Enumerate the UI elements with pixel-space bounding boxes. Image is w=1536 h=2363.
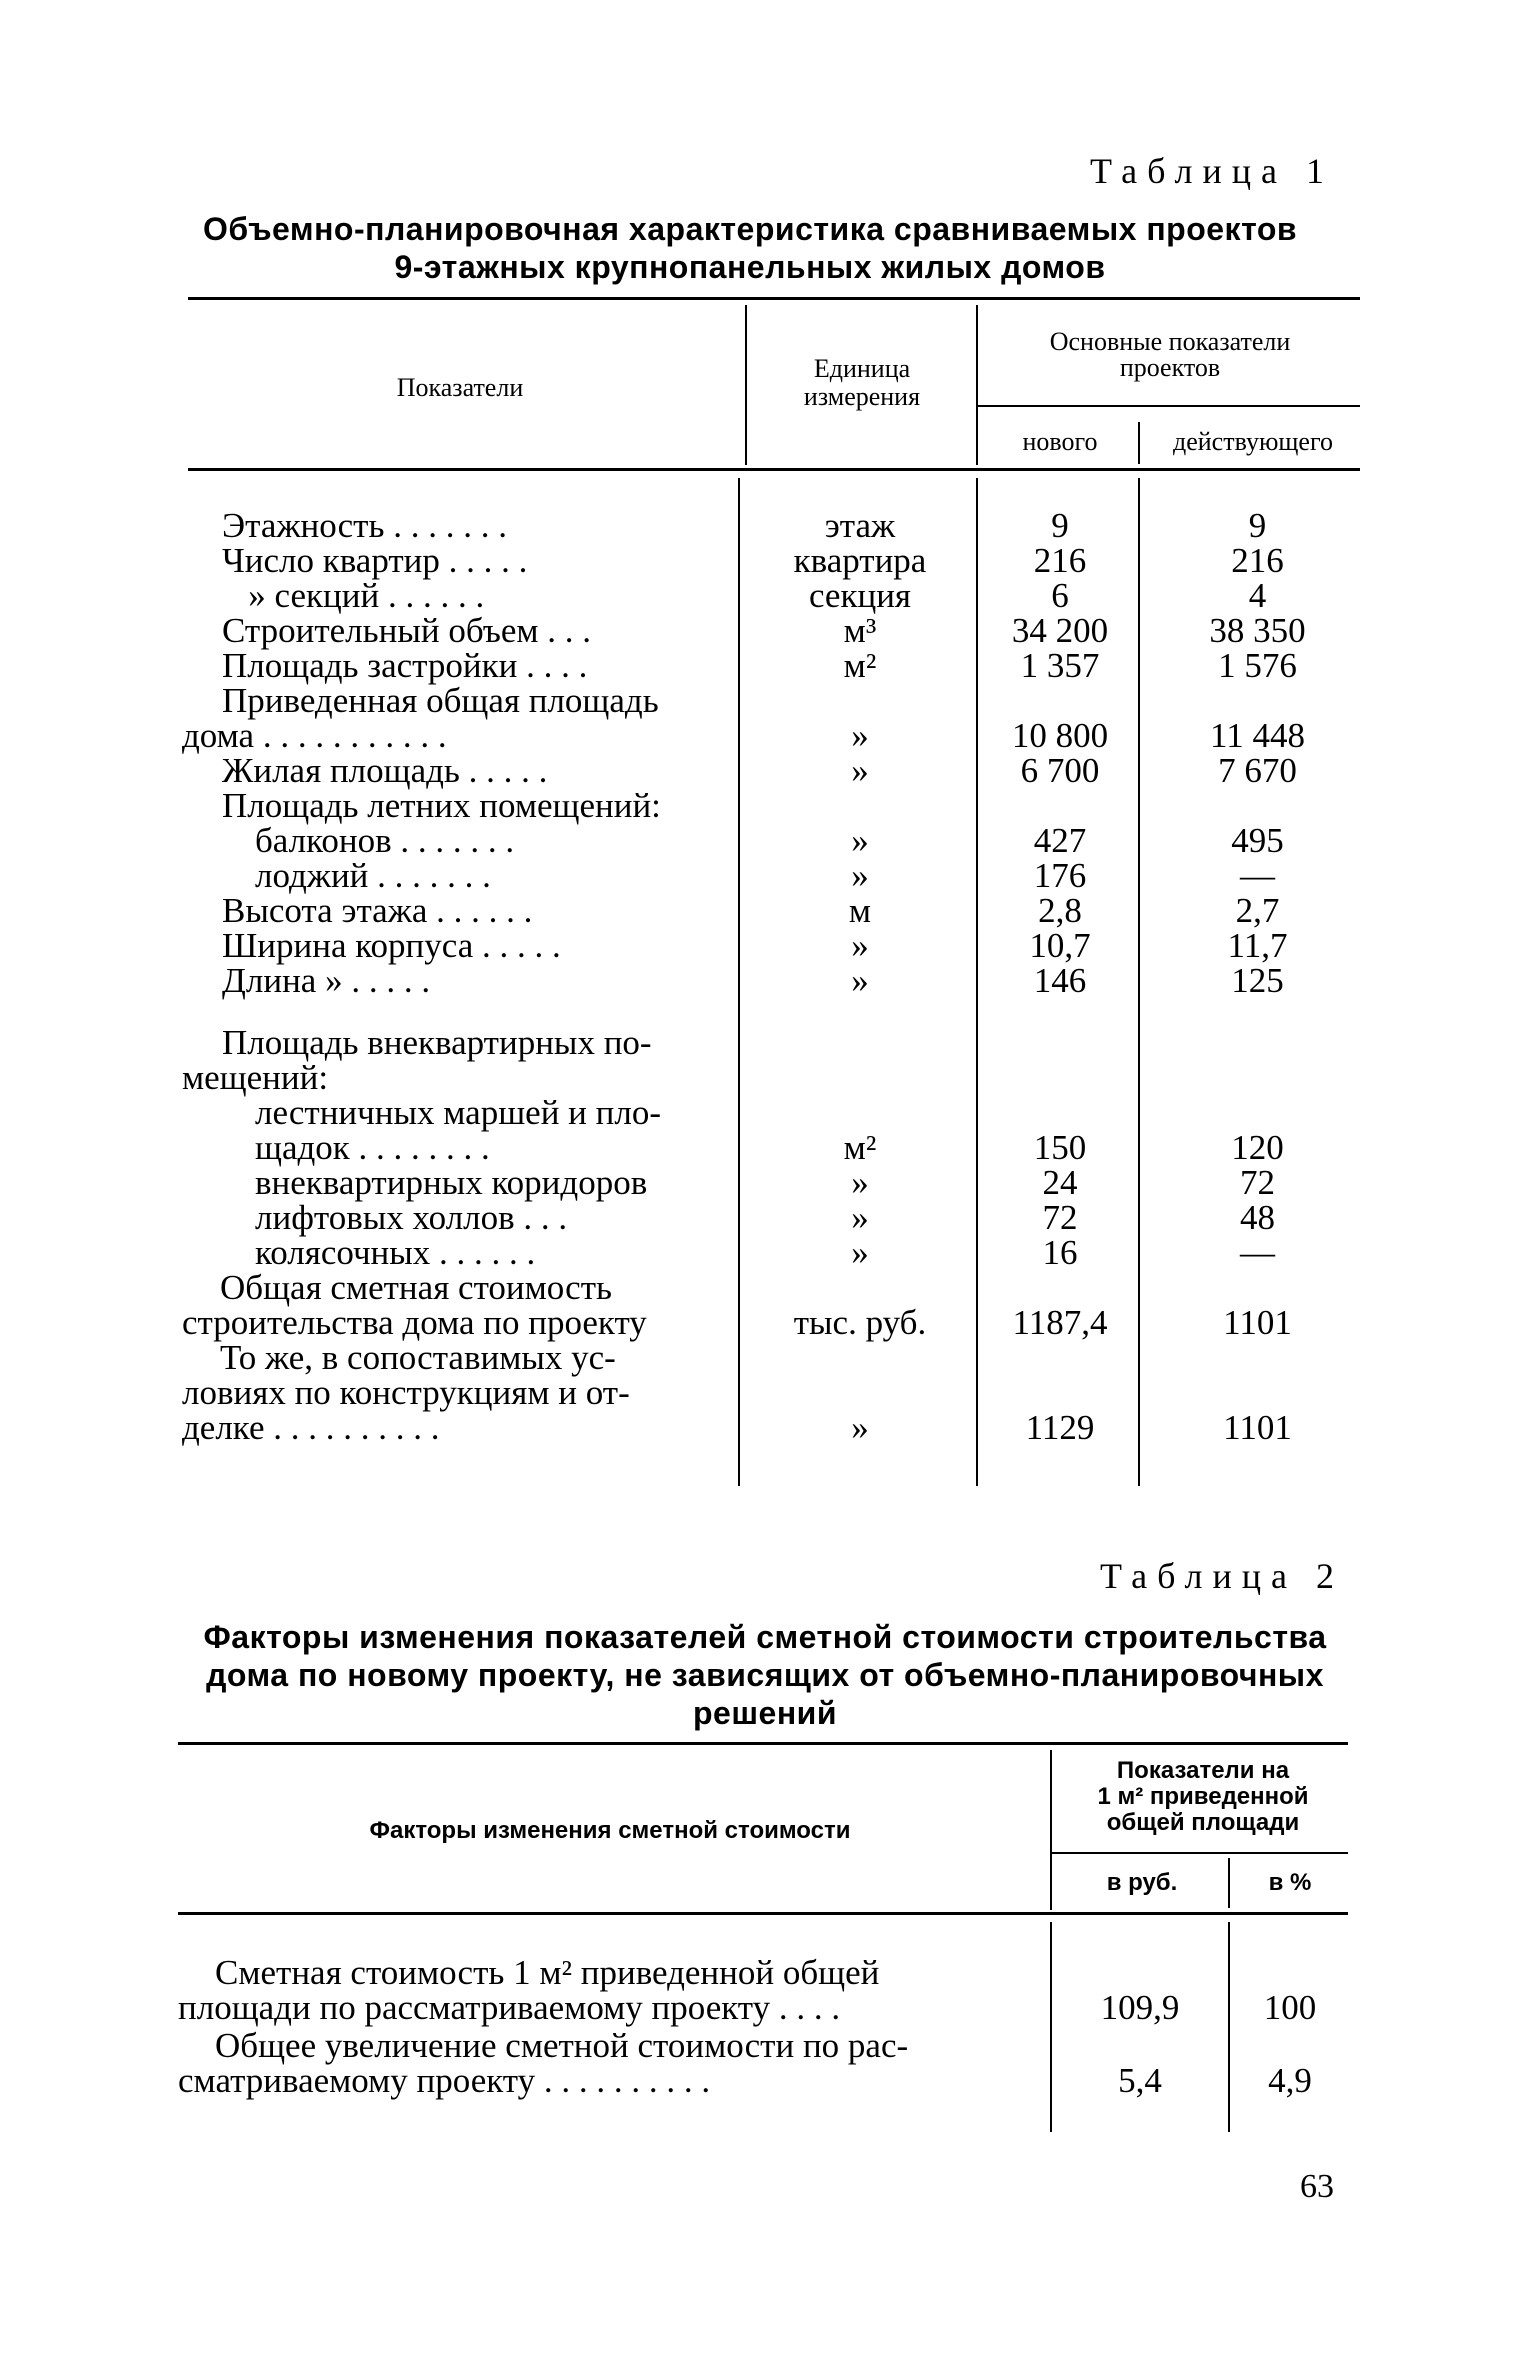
table1-row-label: Площадь застройки . . . . (222, 646, 588, 685)
table2-row-line1: Сметная стоимость 1 м² приведенной общей (215, 1953, 880, 1992)
table1-header-vline-1 (745, 305, 747, 465)
table1-row-label: Высота этажа . . . . . . (222, 891, 533, 930)
table1-row-new: 1187,4 (1012, 1303, 1108, 1342)
table1-row-label: » секций . . . . . . (222, 576, 485, 615)
table1-row-current: 7 670 (1218, 751, 1297, 790)
table1-row-new: 10 800 (1011, 716, 1109, 755)
table1-row-label: делке . . . . . . . . . . (182, 1408, 440, 1447)
table2-row-line2: площади по рассматриваемому проекту . . . . (178, 1988, 841, 2027)
table1-row-new: 427 (1033, 821, 1087, 860)
table1-row-label: лоджий . . . . . . . (255, 856, 491, 895)
table1-row-new: 6 (1051, 576, 1069, 615)
table1-row-current: 48 (1240, 1198, 1275, 1237)
table1-row-label: Приведенная общая площадь (222, 681, 659, 720)
table1-row-new: 10,7 (1029, 926, 1091, 965)
table2-col-per-l2: 1 м² приведенной (1097, 1783, 1309, 1810)
table1-row-unit: тыс. руб. (793, 1303, 927, 1342)
table1-title-line2: 9-этажных крупнопанельных жилых домов (394, 249, 1106, 285)
table1-row-current: 38 350 (1209, 611, 1306, 650)
table2-header-subrule (1052, 1852, 1348, 1854)
table2-label: Таблица 2 (1100, 1556, 1344, 1596)
table1-row-unit: » (851, 1163, 869, 1202)
table1-row-new: 1129 (1025, 1408, 1095, 1447)
table1-row-label: лестничных маршей и пло- (255, 1093, 662, 1132)
table1-row-current: 216 (1231, 541, 1284, 580)
table1-row-current: 72 (1240, 1163, 1275, 1202)
table1-col-unit-l1: Единица (813, 354, 911, 383)
table1-row-label: Общая сметная стоимость (220, 1268, 612, 1307)
table1-row-unit: м² (843, 646, 877, 685)
table1-row-label: ловиях по конструкциям и от- (182, 1373, 630, 1412)
table1-row-label: балконов . . . . . . . (255, 821, 515, 860)
table2-body-vline-2 (1228, 1922, 1230, 2132)
table1-row-new: 34 200 (1011, 611, 1109, 650)
table1-col-new: нового (1022, 427, 1098, 456)
table1-row-current: — (1240, 856, 1275, 895)
table1-row-label: Площадь летних помещений: (222, 786, 661, 825)
table2-col-per-l3: общей площади (1106, 1809, 1300, 1836)
table1-row-label: внеквартирных коридоров (255, 1163, 648, 1202)
table1-row-new: 1 357 (1020, 646, 1100, 685)
table1-row-label: Этажность . . . . . . . (222, 506, 507, 545)
table1-row-new: 216 (1033, 541, 1087, 580)
table2-header-vline-1 (1050, 1750, 1052, 1910)
table1-row-current: 1101 (1223, 1303, 1292, 1342)
table1-row-unit: м (848, 891, 872, 930)
table1-row-label: Жилая площадь . . . . . (222, 751, 548, 790)
table1-header-bottom-rule (188, 468, 1360, 471)
table2-row-rub: 109,9 (1100, 1988, 1180, 2027)
table1-row-label: То же, в сопоставимых ус- (220, 1338, 616, 1377)
table1-row-current: 495 (1231, 821, 1284, 860)
table1-row-current: 9 (1248, 506, 1267, 545)
table1-row-current: 1101 (1223, 1408, 1292, 1447)
table1-row-label: дома . . . . . . . . . . . (182, 716, 447, 755)
table2-title-line1: Факторы изменения показателей сметной стоимости строительства (203, 1619, 1327, 1655)
table1-header-vline-2 (976, 305, 978, 465)
table1-row-unit: » (851, 926, 869, 965)
table1-row-current: 120 (1231, 1128, 1284, 1167)
table1-row-unit: » (851, 821, 869, 860)
table1-row-unit: м³ (843, 611, 877, 650)
table1-col-main-l2: проектов (1119, 353, 1221, 382)
table1-row-label: Строительный объем . . . (222, 611, 592, 650)
table1-top-rule (188, 297, 1360, 300)
table1-header-subrule (978, 405, 1360, 407)
table1-row-current: 4 (1248, 576, 1267, 615)
table1-row-unit: » (851, 1198, 869, 1237)
table1-row-unit: » (851, 856, 869, 895)
table1-row-current: 125 (1231, 961, 1284, 1000)
table1-row-new: 146 (1033, 961, 1087, 1000)
table2-top-rule (178, 1742, 1348, 1745)
table1-row-label: лифтовых холлов . . . (255, 1198, 568, 1237)
table1-row-new: 150 (1033, 1128, 1087, 1167)
table1-row-unit: этаж (824, 506, 896, 545)
table1-row-label: Площадь внеквартирных по- (222, 1023, 652, 1062)
table1-col-indicators: Показатели (396, 373, 524, 402)
table1-col-current: действующего (1173, 427, 1333, 456)
table2-title-line2: дома по новому проекту, не зависящих от объемно-планировочных (206, 1657, 1324, 1693)
table1-row-unit: квартира (793, 541, 927, 580)
table1-row-new: 176 (1033, 856, 1087, 895)
table2-header-bottom-rule (178, 1912, 1348, 1915)
page-number: 63 (1300, 2168, 1334, 2205)
table1-label: Таблица 1 (1090, 151, 1334, 191)
table1-row-label: строительства дома по проекту (182, 1303, 647, 1342)
table1-body-vline-1 (738, 478, 740, 1486)
table1-row-unit: » (851, 1233, 869, 1272)
table2-col-per-l1: Показатели на (1116, 1757, 1290, 1784)
table1-row-label: Длина » . . . . . (222, 961, 431, 1000)
table1-row-label: Число квартир . . . . . (222, 541, 528, 580)
table1-title-line1: Объемно-планировочная характеристика сравниваемых проектов (202, 211, 1298, 247)
table1-col-main-l1: Основные показатели (1049, 327, 1291, 356)
table1-row-current: 11,7 (1227, 926, 1288, 965)
table1-row-current: 1 576 (1218, 646, 1297, 685)
table2-title-line3: решений (693, 1695, 837, 1731)
table2-row-pct: 4,9 (1268, 2061, 1312, 2100)
table1-row-current: — (1240, 1233, 1275, 1272)
table2-col-rub: в руб. (1106, 1869, 1178, 1896)
table1-row-label: колясочных . . . . . . (255, 1233, 536, 1272)
table1-row-new: 6 700 (1020, 751, 1100, 790)
table1-row-unit: » (851, 716, 869, 755)
table1-row-current: 2,7 (1235, 891, 1280, 930)
table2-row-line2: сматриваемому проекту . . . . . . . . . . (178, 2061, 711, 2100)
table1-body-vline-2 (976, 478, 978, 1486)
table1-row-unit: » (851, 751, 869, 790)
table2-row-line1: Общее увеличение сметной стоимости по рас- (215, 2026, 909, 2065)
table1-row-new: 9 (1051, 506, 1069, 545)
table2-row-rub: 5,4 (1118, 2061, 1162, 2100)
table2-row-pct: 100 (1263, 1988, 1317, 2027)
table2-col-pct: в % (1268, 1869, 1312, 1896)
table1-row-unit: м² (843, 1128, 877, 1167)
table2-header-vline-2 (1228, 1858, 1230, 1908)
table2-col-factors: Факторы изменения сметной стоимости (369, 1817, 851, 1844)
table1-row-new: 24 (1042, 1163, 1078, 1202)
table1-row-unit: » (851, 961, 869, 1000)
table1-row-new: 16 (1042, 1233, 1078, 1272)
table1-row-new: 2,8 (1038, 891, 1082, 930)
table1-row-new: 72 (1042, 1198, 1078, 1237)
table1-row-current: 11 448 (1210, 716, 1305, 755)
table1-row-label: мещений: (182, 1058, 329, 1097)
table1-header-vline-3 (1138, 422, 1140, 464)
table1-col-unit-l2: измерения (803, 382, 921, 411)
table1-row-label: щадок . . . . . . . . (255, 1128, 490, 1167)
table1-row-unit: » (851, 1408, 869, 1447)
table1-row-label: Ширина корпуса . . . . . (222, 926, 561, 965)
table1-row-unit: секция (808, 576, 912, 615)
table2-body-vline-1 (1050, 1922, 1052, 2132)
